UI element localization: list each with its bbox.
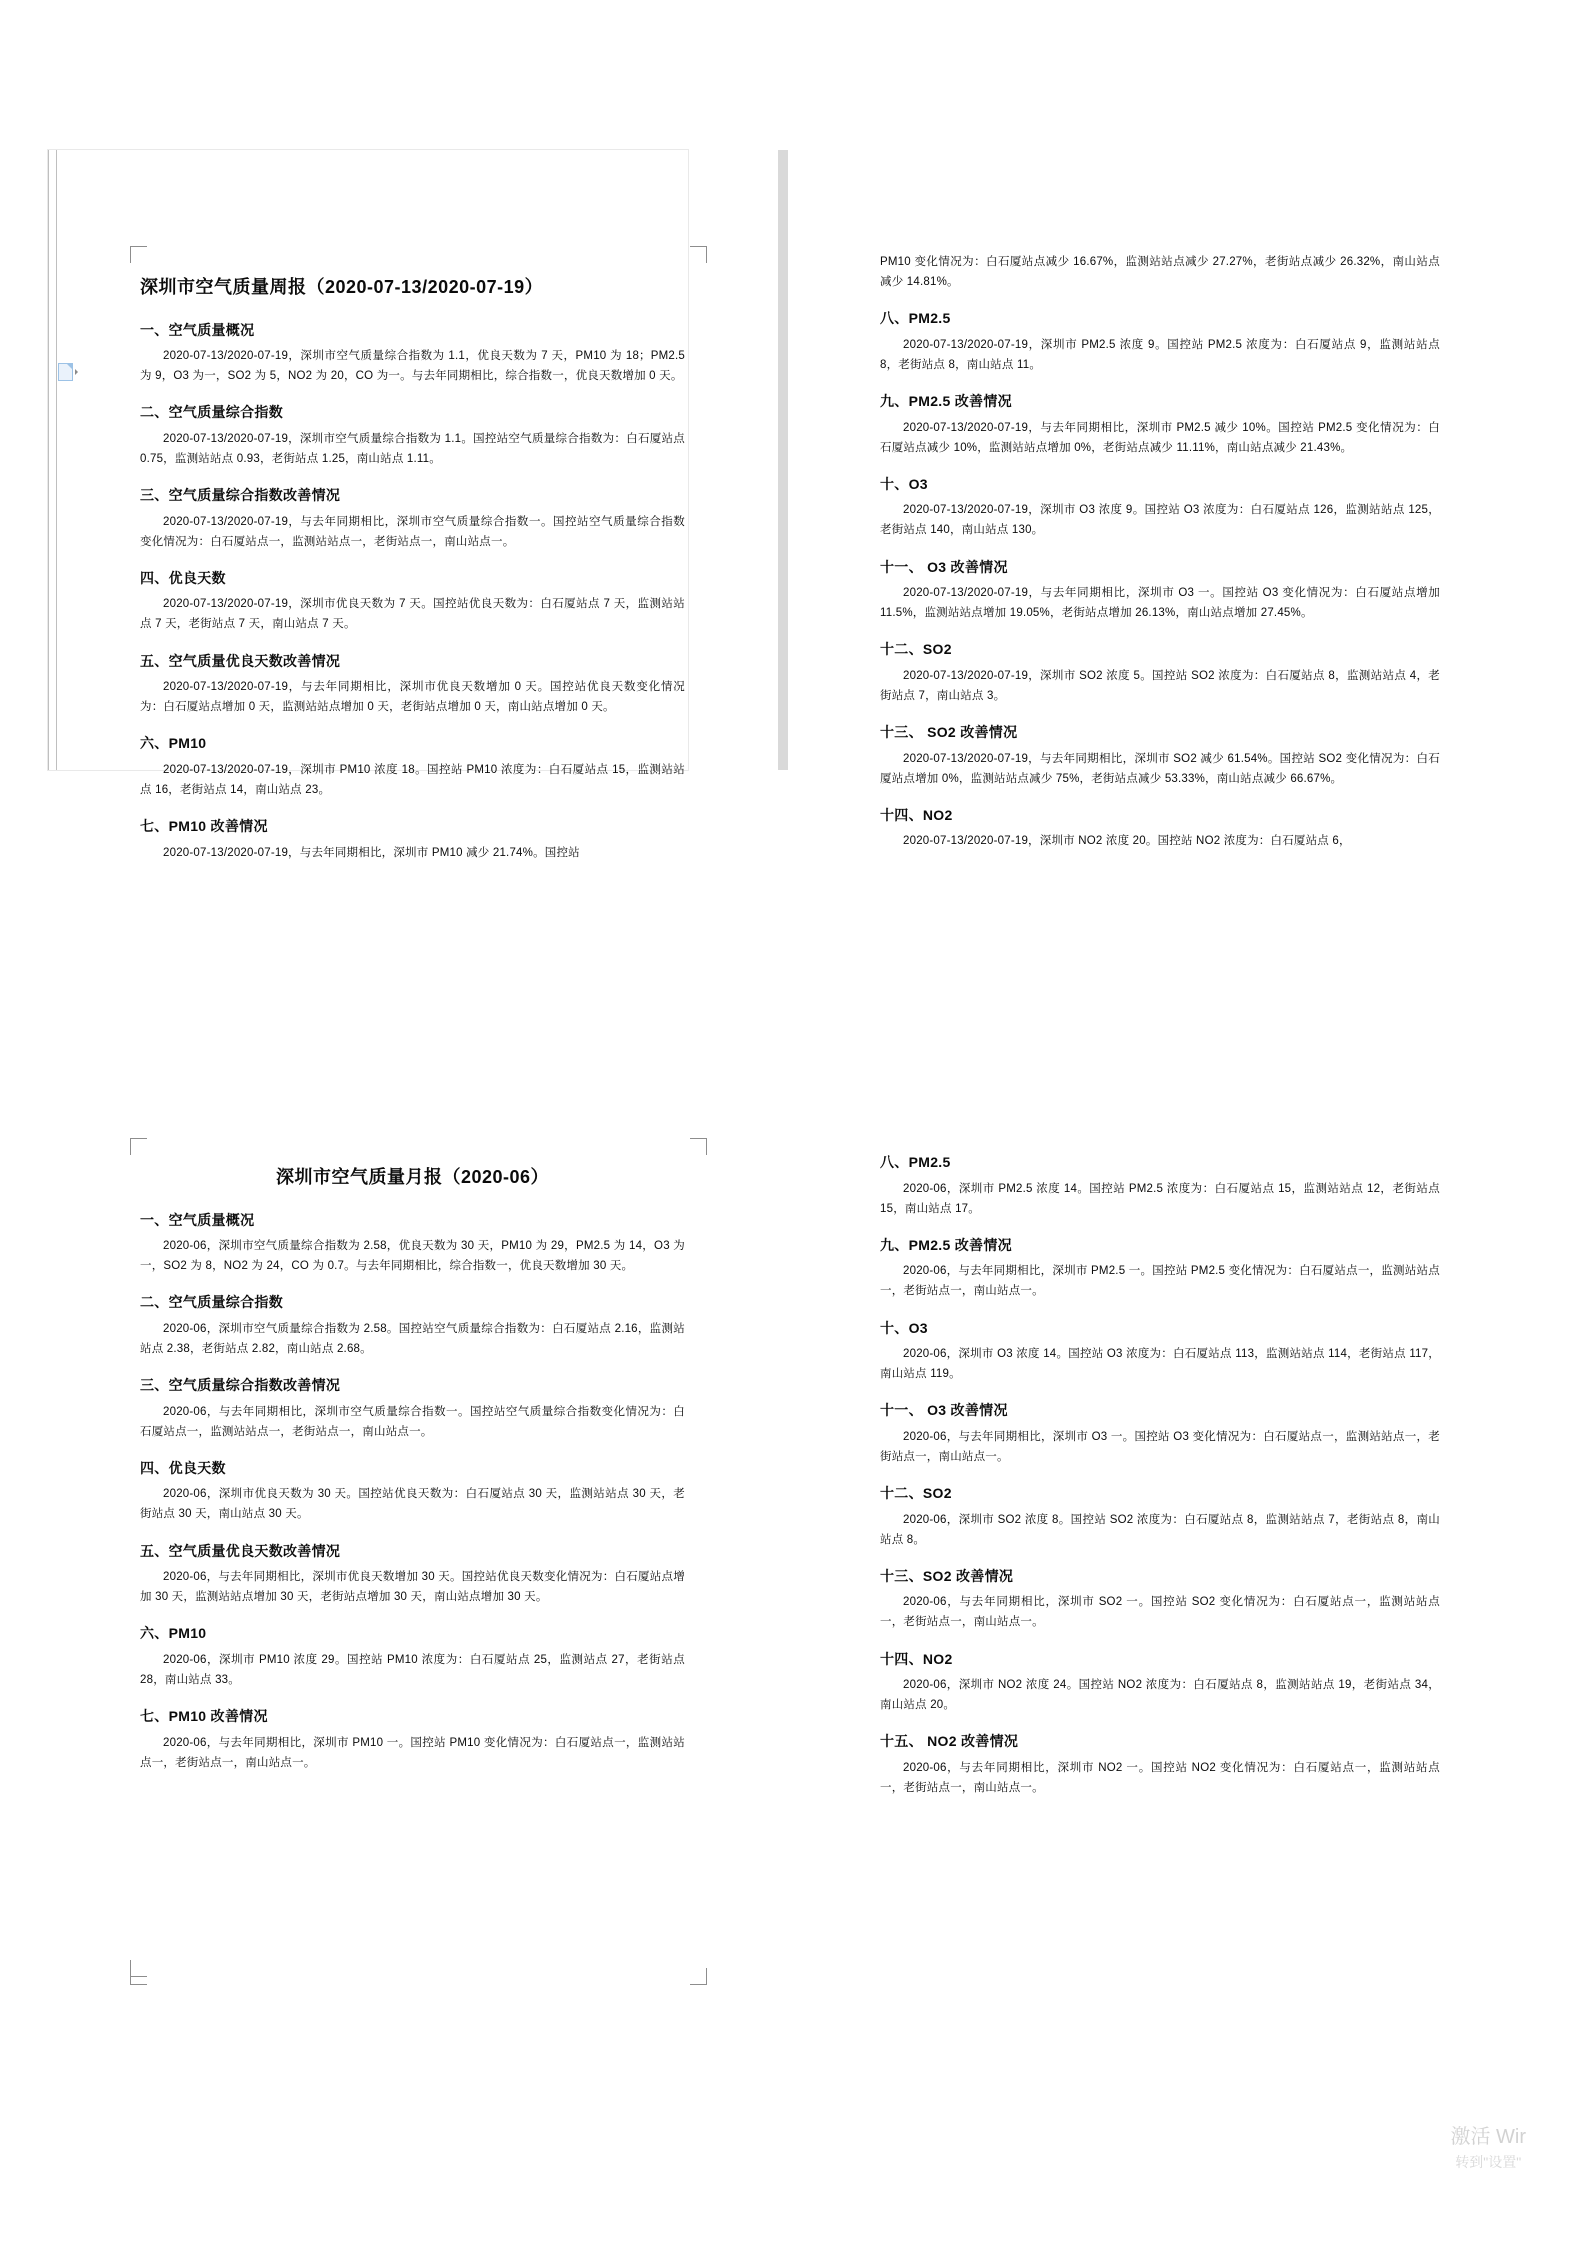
page-edge-line <box>56 150 57 770</box>
m-section-body-9: 2020-06，与去年同期相比，深圳市 PM2.5 一。国控站 PM2.5 变化情况为：白石厦站点一，监测站站点一，老街站点一，南山站点一。 <box>880 1265 1440 1298</box>
section-body-3: 2020-07-13/2020-07-19，与去年同期相比，深圳市空气质量综合指数一。国控站空气质量综合指数变化情况为：白石厦站点一，监测站站点一，老街站点一，南山站点一。 <box>140 515 685 548</box>
m-section-body-2: 2020-06，深圳市空气质量综合指数为 2.58。国控站空气质量综合指数为：白石厦站点 2.16，监测站站点 2.38，老街站点 2.82，南山站点 2.68。 <box>140 1322 685 1355</box>
section-body-7: 2020-07-13/2020-07-19，与去年同期相比，深圳市 PM10 减少 21.74%。国控站 <box>163 846 580 859</box>
chevron-right-icon <box>75 369 78 375</box>
section-body-5: 2020-07-13/2020-07-19，与去年同期相比，深圳市优良天数增加 0 天。国控站优良天数变化情况为：白石厦站点增加 0 天，监测站站点增加 0 天，老街站点增加 0 天，南山站点增加 0 天。 <box>140 681 685 714</box>
m-section-body-14: 2020-06，深圳市 NO2 浓度 24。国控站 NO2 浓度为：白石厦站点 8，监测站站点 19，老街站点 34，南山站点 20。 <box>880 1679 1440 1712</box>
crop-mark <box>690 246 707 263</box>
section-heading-5: 五、空气质量优良天数改善情况 <box>140 652 341 669</box>
m-section-body-10: 2020-06，深圳市 O3 浓度 14。国控站 O3 浓度为：白石厦站点 113，监测站站点 114，老街站点 117，南山站点 119。 <box>880 1348 1440 1381</box>
weekly-report-left-column <box>140 272 685 865</box>
section-heading-11: 十一、 O3 改善情况 <box>880 558 1008 575</box>
section-heading-4: 四、优良天数 <box>140 569 226 586</box>
section-heading-10: 十、O3 <box>880 475 928 492</box>
m-section-heading-10: 十、O3 <box>880 1319 928 1336</box>
m-section-body-3: 2020-06，与去年同期相比，深圳市空气质量综合指数一。国控站空气质量综合指数变化情况为：白石厦站点一，监测站站点一，老街站点一，南山站点一。 <box>140 1405 685 1438</box>
monthly-report-left-column <box>140 1162 685 1775</box>
watermark-line-1: 激活 Wir <box>1450 2126 1526 2148</box>
m-section-body-8: 2020-06，深圳市 PM2.5 浓度 14。国控站 PM2.5 浓度为：白石厦站点 15，监测站站点 12，老街站点 15，南山站点 17。 <box>880 1182 1440 1215</box>
page-edge-line <box>48 150 49 770</box>
section-body-4: 2020-07-13/2020-07-19，深圳市优良天数为 7 天。国控站优良天数为：白石厦站点 7 天，监测站站点 7 天，老街站点 7 天，南山站点 7 天。 <box>140 598 685 631</box>
m-section-body-12: 2020-06，深圳市 SO2 浓度 8。国控站 SO2 浓度为：白石厦站点 8，监测站站点 7，老街站点 8，南山站点 8。 <box>880 1513 1440 1546</box>
section-body-1: 2020-07-13/2020-07-19，深圳市空气质量综合指数为 1.1，优良天数为 7 天，PM10 为 18；PM2.5 为 9，O3 为一，SO2 为 5，NO2 为 20，CO 为一。与去年同期相比，综合指数一，优良天数增加 0 天。 <box>140 350 685 383</box>
crop-mark <box>130 1968 147 1985</box>
m-section-heading-11: 十一、 O3 改善情况 <box>880 1402 1008 1419</box>
monthly-report-right-column <box>880 1150 1440 1800</box>
section-heading-3: 三、空气质量综合指数改善情况 <box>140 487 341 503</box>
page-title-monthly: 深圳市空气质量月报（2020-06） <box>275 1167 550 1187</box>
m-section-heading-12: 十二、SO2 <box>880 1485 952 1501</box>
section-heading-8: 八、PM2.5 <box>880 310 951 327</box>
document-glyph <box>58 363 73 381</box>
m-section-heading-8: 八、PM2.5 <box>880 1154 951 1170</box>
section-heading-14: 十四、NO2 <box>880 806 953 823</box>
m-section-body-13: 2020-06，与去年同期相比，深圳市 SO2 一。国控站 SO2 变化情况为：白石厦站点一，监测站站点一，老街站点一，南山站点一。 <box>880 1596 1440 1629</box>
watermark-line-2: 转到"设置" <box>1455 2154 1522 2170</box>
page-gutter <box>778 150 788 770</box>
m-section-body-11: 2020-06，与去年同期相比，深圳市 O3 一。国控站 O3 变化情况为：白石厦站点一，监测站站点一，老街站点一，南山站点一。 <box>880 1430 1440 1463</box>
m-section-heading-9: 九、PM2.5 改善情况 <box>880 1236 1012 1253</box>
section-body-12: 2020-07-13/2020-07-19，深圳市 SO2 浓度 5。国控站 SO2 浓度为：白石厦站点 8，监测站站点 4，老街站点 7，南山站点 3。 <box>880 669 1440 702</box>
section-heading-2: 二、空气质量综合指数 <box>140 404 283 421</box>
activation-watermark <box>1450 2122 1526 2173</box>
m-section-heading-7: 七、PM10 改善情况 <box>140 1708 268 1724</box>
section-body-11: 2020-07-13/2020-07-19，与去年同期相比，深圳市 O3 一。国控站 O3 变化情况为：白石厦站点增加 11.5%，监测站站点增加 19.05%，老街站点增加 26.13%，南山站点增加 27.45%。 <box>880 587 1440 620</box>
section-body-2: 2020-07-13/2020-07-19，深圳市空气质量综合指数为 1.1。国控站空气质量综合指数为：白石厦站点 0.75，监测站站点 0.93，老街站点 1.25，南山站点 1.11。 <box>140 432 685 465</box>
m-section-body-1: 2020-06，深圳市空气质量综合指数为 2.58，优良天数为 30 天，PM10 为 29，PM2.5 为 14，O3 为一，SO2 为 8，NO2 为 24，CO 为 0.7。与去年同期相比，综合指数一，优良天数增加 30 天。 <box>140 1240 685 1273</box>
section-heading-12: 十二、SO2 <box>880 641 952 658</box>
section-heading-6: 六、PM10 <box>140 735 207 752</box>
m-section-body-15: 2020-06，与去年同期相比，深圳市 NO2 一。国控站 NO2 变化情况为：白石厦站点一，监测站站点一，老街站点一，南山站点一。 <box>880 1761 1440 1794</box>
m-section-body-7: 2020-06，与去年同期相比，深圳市 PM10 一。国控站 PM10 变化情况为：白石厦站点一，监测站站点一，老街站点一，南山站点一。 <box>140 1736 685 1769</box>
section-body-14: 2020-07-13/2020-07-19，深圳市 NO2 浓度 20。国控站 NO2 浓度为：白石厦站点 6， <box>903 835 1351 848</box>
crop-mark <box>690 1138 707 1155</box>
m-section-heading-2: 二、空气质量综合指数 <box>140 1294 283 1311</box>
m-section-heading-1: 一、空气质量概况 <box>140 1211 255 1228</box>
crop-mark <box>690 1968 707 1985</box>
m-section-heading-5: 五、空气质量优良天数改善情况 <box>140 1542 341 1559</box>
m-section-heading-3: 三、空气质量综合指数改善情况 <box>140 1377 341 1393</box>
m-section-heading-13: 十三、SO2 改善情况 <box>880 1567 1014 1584</box>
section-heading-13: 十三、 SO2 改善情况 <box>880 724 1018 740</box>
crop-mark <box>130 246 147 263</box>
section-heading-9: 九、PM2.5 改善情况 <box>880 393 1012 409</box>
m-section-body-4: 2020-06，深圳市优良天数为 30 天。国控站优良天数为：白石厦站点 30 天，监测站站点 30 天，老街站点 30 天，南山站点 30 天。 <box>140 1488 685 1521</box>
section-body-6: 2020-07-13/2020-07-19，深圳市 PM10 浓度 18。国控站 PM10 浓度为：白石厦站点 15，监测站站点 16，老街站点 14，南山站点 23。 <box>140 763 685 796</box>
weekly-report-right-column <box>880 252 1440 853</box>
m-section-heading-6: 六、PM10 <box>140 1625 207 1642</box>
page-title: 深圳市空气质量周报（2020-07-13/2020-07-19） <box>140 277 544 297</box>
m-section-body-6: 2020-06，深圳市 PM10 浓度 29。国控站 PM10 浓度为：白石厦站点 25，监测站点 27，老街站点 28，南山站点 33。 <box>140 1653 685 1686</box>
document-icon <box>58 363 84 381</box>
section-body-10: 2020-07-13/2020-07-19，深圳市 O3 浓度 9。国控站 O3 浓度为：白石厦站点 126，监测站站点 125，老街站点 140，南山站点 130。 <box>880 504 1440 537</box>
section-heading-1: 一、空气质量概况 <box>140 321 255 338</box>
continuation-paragraph: PM10 变化情况为：白石厦站点减少 16.67%，监测站站点减少 27.27%，老街站点减少 26.32%，南山站点减少 14.81%。 <box>880 256 1440 289</box>
m-section-body-5: 2020-06，与去年同期相比，深圳市优良天数增加 30 天。国控站优良天数变化情况为：白石厦站点增加 30 天，监测站站点增加 30 天，老街站点增加 30 天，南山站点增加 30 天。 <box>140 1571 685 1604</box>
m-section-heading-4: 四、优良天数 <box>140 1459 226 1476</box>
section-body-13: 2020-07-13/2020-07-19，与去年同期相比，深圳市 SO2 减少 61.54%。国控站 SO2 变化情况为：白石厦站点增加 0%，监测站站点减少 75%，老街站点减少 53.33%，南山站点减少 66.67%。 <box>880 752 1440 785</box>
m-section-heading-14: 十四、NO2 <box>880 1650 953 1667</box>
section-heading-7: 七、PM10 改善情况 <box>140 818 268 834</box>
section-body-9: 2020-07-13/2020-07-19，与去年同期相比，深圳市 PM2.5 减少 10%。国控站 PM2.5 变化情况为：白石厦站点减少 10%，监测站站点增加 0%，老街站点减少 11.11%，南山站点减少 21.43%。 <box>880 421 1440 454</box>
m-section-heading-15: 十五、 NO2 改善情况 <box>880 1733 1019 1750</box>
section-body-8: 2020-07-13/2020-07-19，深圳市 PM2.5 浓度 9。国控站 PM2.5 浓度为：白石厦站点 9，监测站站点 8，老街站点 8，南山站点 11。 <box>880 338 1440 371</box>
crop-mark <box>130 1138 147 1155</box>
